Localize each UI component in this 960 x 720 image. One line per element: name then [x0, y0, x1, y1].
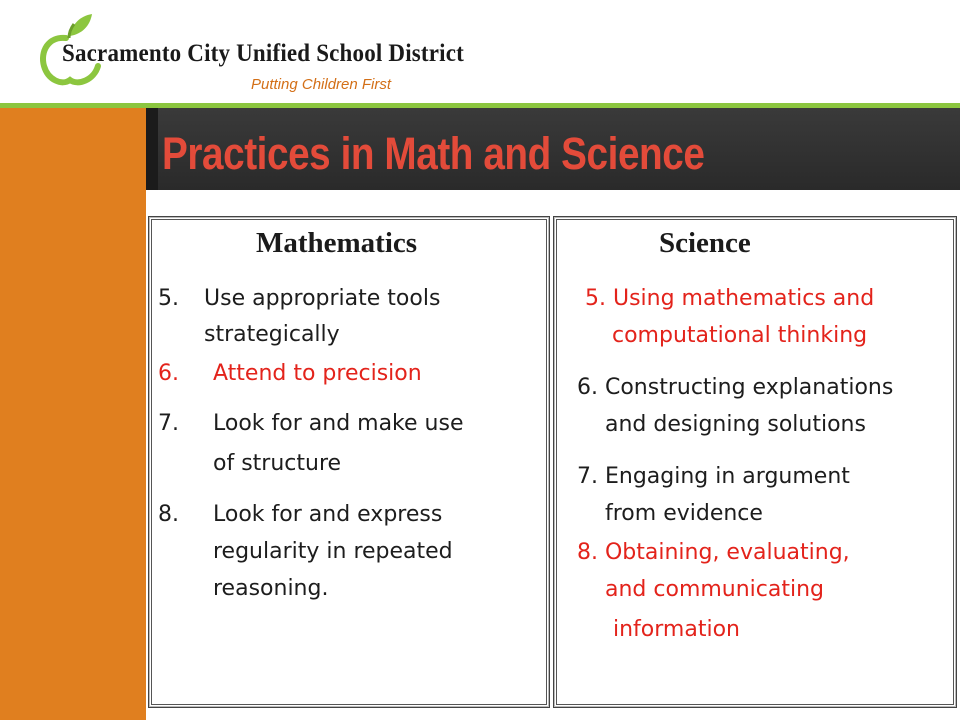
science-heading: Science [659, 227, 751, 259]
header-logo-area [0, 0, 960, 105]
mathematics-heading: Mathematics [256, 227, 418, 259]
district-tagline: Putting Children First [251, 76, 392, 93]
district-name: Sacramento City Unified School District [62, 40, 464, 67]
orange-sidebar [0, 108, 146, 720]
slide-title: Practices in Math and Science [162, 128, 705, 179]
